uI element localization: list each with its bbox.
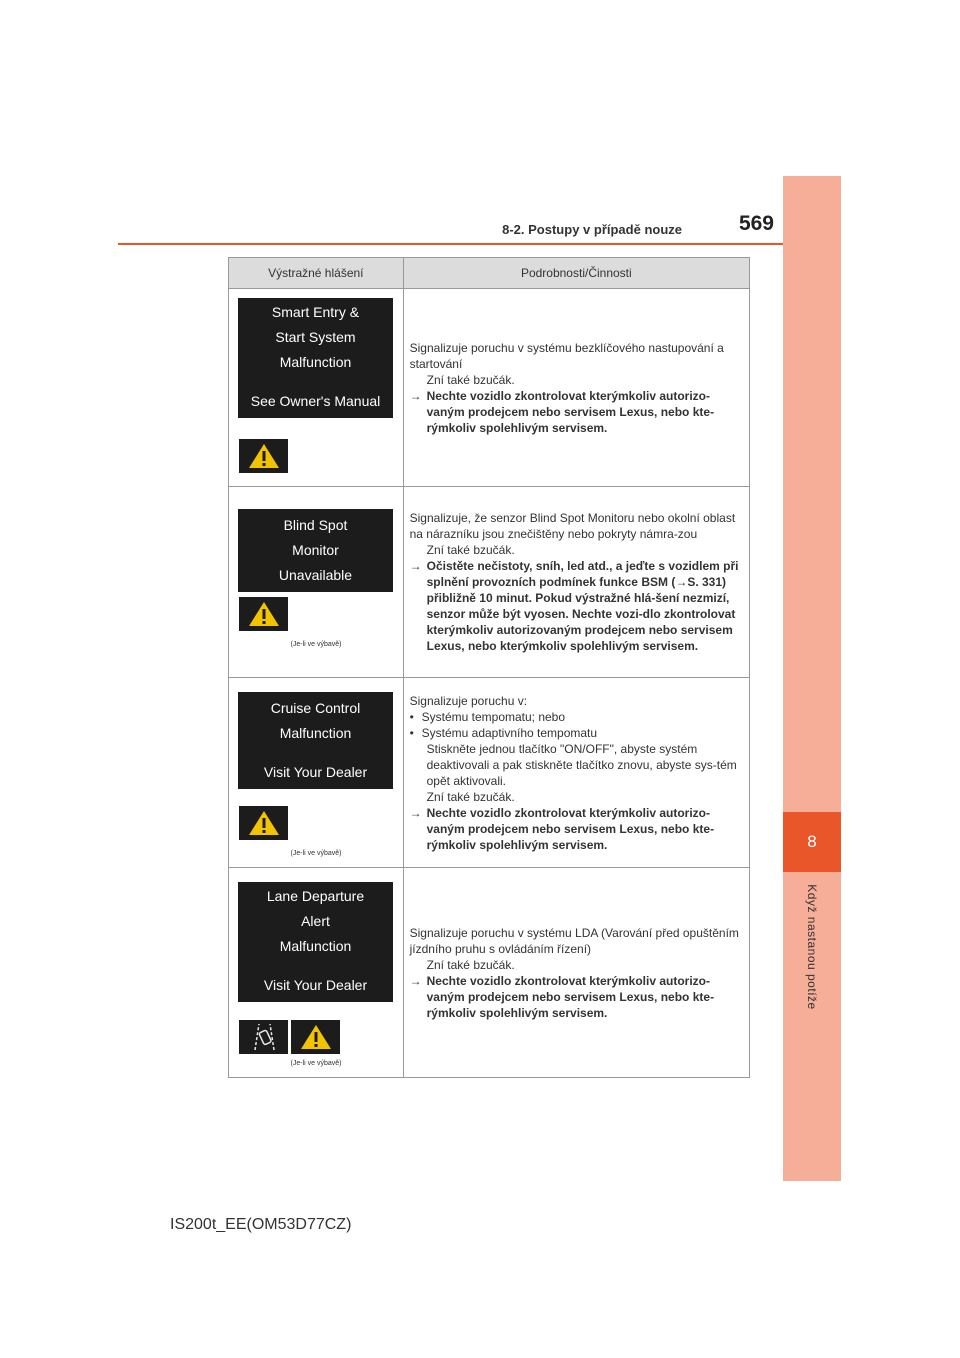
message-image-cell (229, 487, 404, 678)
display-line: Smart Entry & (271, 304, 360, 320)
display-line: Lane Departure (266, 888, 365, 904)
optional-equipment-note: (Je-li ve výbavě) (290, 1060, 342, 1067)
action-line (410, 558, 743, 654)
multi-info-display (238, 692, 393, 789)
warning-triangle-icon (247, 809, 281, 837)
buzzer-note: Zní také bzučák. (426, 543, 515, 557)
message-details-cell (403, 868, 749, 1078)
message-image-cell (229, 678, 404, 868)
chapter-title: Když nastanou potíže (805, 884, 819, 1010)
chapter-side-band (783, 176, 841, 1181)
display-line: Cruise Control (270, 700, 361, 716)
bullet-text: Systému tempomatu; nebo (421, 709, 566, 724)
warning-triangle-icon (299, 1023, 333, 1051)
col-header-details: Podrobnosti/Činnosti (403, 258, 749, 289)
arrow-icon: → (409, 388, 422, 403)
description-text: Signalizuje poruchu v systému bezklíčového nastupování a startování (409, 340, 724, 371)
bullet-text: Systému adaptivního tempomatu (421, 725, 598, 740)
action-text: Nechte vozidlo zkontrolovat kterýmkoliv autorizo-vaným prodejcem nebo servisem Lexus, nebo kte-rýmkoliv spolehlivým servisem. (426, 973, 715, 1020)
bullet-item (410, 725, 743, 741)
section-title: 8-2. Postupy v případě nouze (502, 222, 682, 237)
message-image-cell (229, 289, 404, 487)
arrow-icon: → (409, 973, 422, 988)
warning-message-table (228, 257, 750, 1078)
arrow-icon: → (409, 805, 422, 820)
arrow-icon: → (409, 559, 422, 573)
action-text: Nechte vozidlo zkontrolovat kterýmkoliv autorizo-vaným prodejcem nebo servisem Lexus, nebo kte-rýmkoliv spolehlivým servisem. (426, 805, 715, 852)
display-line: See Owner's Manual (250, 393, 381, 409)
warning-light (239, 597, 288, 631)
message-image-cell (229, 868, 404, 1078)
display-line: Start System (275, 329, 356, 345)
table-row (229, 289, 750, 487)
multi-info-display (238, 882, 393, 1002)
chapter-number: 8 (807, 832, 817, 851)
bullet-icon: • (409, 709, 414, 724)
instruction-text: Stiskněte jednou tlačítko "ON/OFF", abyste systém deaktivovali a pak stiskněte tlačítko znovu, abyste sys-tém opět aktivovali. (426, 741, 737, 788)
description-text: Signalizuje, že senzor Blind Spot Monitoru nebo okolní oblast na nárazníku jsou znečištěny nebo pokryty námra-zou (409, 511, 736, 541)
action-line (410, 973, 743, 1021)
page-number: 569 (738, 212, 774, 235)
multi-info-display (238, 298, 393, 418)
buzzer-note: Zní také bzučák. (426, 789, 515, 804)
table-row (229, 868, 750, 1078)
optional-equipment-note: (Je-li ve výbavě) (290, 641, 342, 648)
display-line: Malfunction (279, 725, 352, 741)
description-text: Signalizuje poruchu v: (409, 693, 528, 708)
lane-departure-light (239, 1020, 288, 1054)
warning-light (239, 439, 288, 473)
table-header-row (229, 258, 750, 289)
display-line: Unavailable (278, 567, 353, 583)
message-details-cell (403, 289, 749, 487)
buzzer-note: Zní také bzučák. (426, 957, 515, 972)
message-details-cell (403, 487, 749, 678)
display-line: Visit Your Dealer (263, 977, 368, 993)
message-details-cell (403, 678, 749, 868)
action-text: Nechte vozidlo zkontrolovat kterýmkoliv autorizo-vaným prodejcem nebo servisem Lexus, nebo kte-rýmkoliv spolehlivým servisem. (426, 388, 715, 435)
action-line (410, 805, 743, 853)
bullet-icon: • (409, 725, 414, 740)
col-header-message: Výstražné hlášení (229, 258, 404, 289)
optional-equipment-note: (Je-li ve výbavě) (290, 850, 342, 857)
display-line: Monitor (292, 542, 339, 558)
document-code: IS200t_EE(OM53D77CZ) (170, 1216, 352, 1233)
header-rule (118, 243, 783, 245)
display-line: Alert (301, 913, 330, 929)
display-line: Visit Your Dealer (263, 764, 368, 780)
action-line (410, 388, 743, 436)
chapter-number-tab (783, 812, 841, 872)
buzzer-note: Zní také bzučák. (426, 372, 515, 387)
display-line: Malfunction (279, 354, 352, 370)
warning-light (239, 806, 288, 840)
lane-departure-icon (247, 1022, 281, 1052)
display-line: Blind Spot (283, 517, 348, 533)
warning-light (291, 1020, 340, 1054)
multi-info-display (238, 509, 393, 592)
warning-triangle-icon (247, 600, 281, 628)
table-row (229, 487, 750, 678)
display-line: Malfunction (279, 938, 352, 954)
description-text: Signalizuje poruchu v systému LDA (Varování před opuštěním jízdního pruhu s ovládáním řízení) (409, 925, 739, 956)
table-row (229, 678, 750, 868)
action-text: Očistěte nečistoty, sníh, led atd., a jeďte s vozidlem při splnění provozních podmínek funkce BSM (→S. 331) přibližně 10 minut. Pokud výstražné hlá-šení nezmizí, senzor může být vyosen. Nechte vozi-dlo zkontrolovat kterýmkoliv autorizovaným prodejcem nebo servisem Lexus, nebo kterýmkoliv spolehlivým servisem. (426, 559, 739, 653)
warning-triangle-icon (247, 442, 281, 470)
bullet-item (410, 709, 743, 725)
